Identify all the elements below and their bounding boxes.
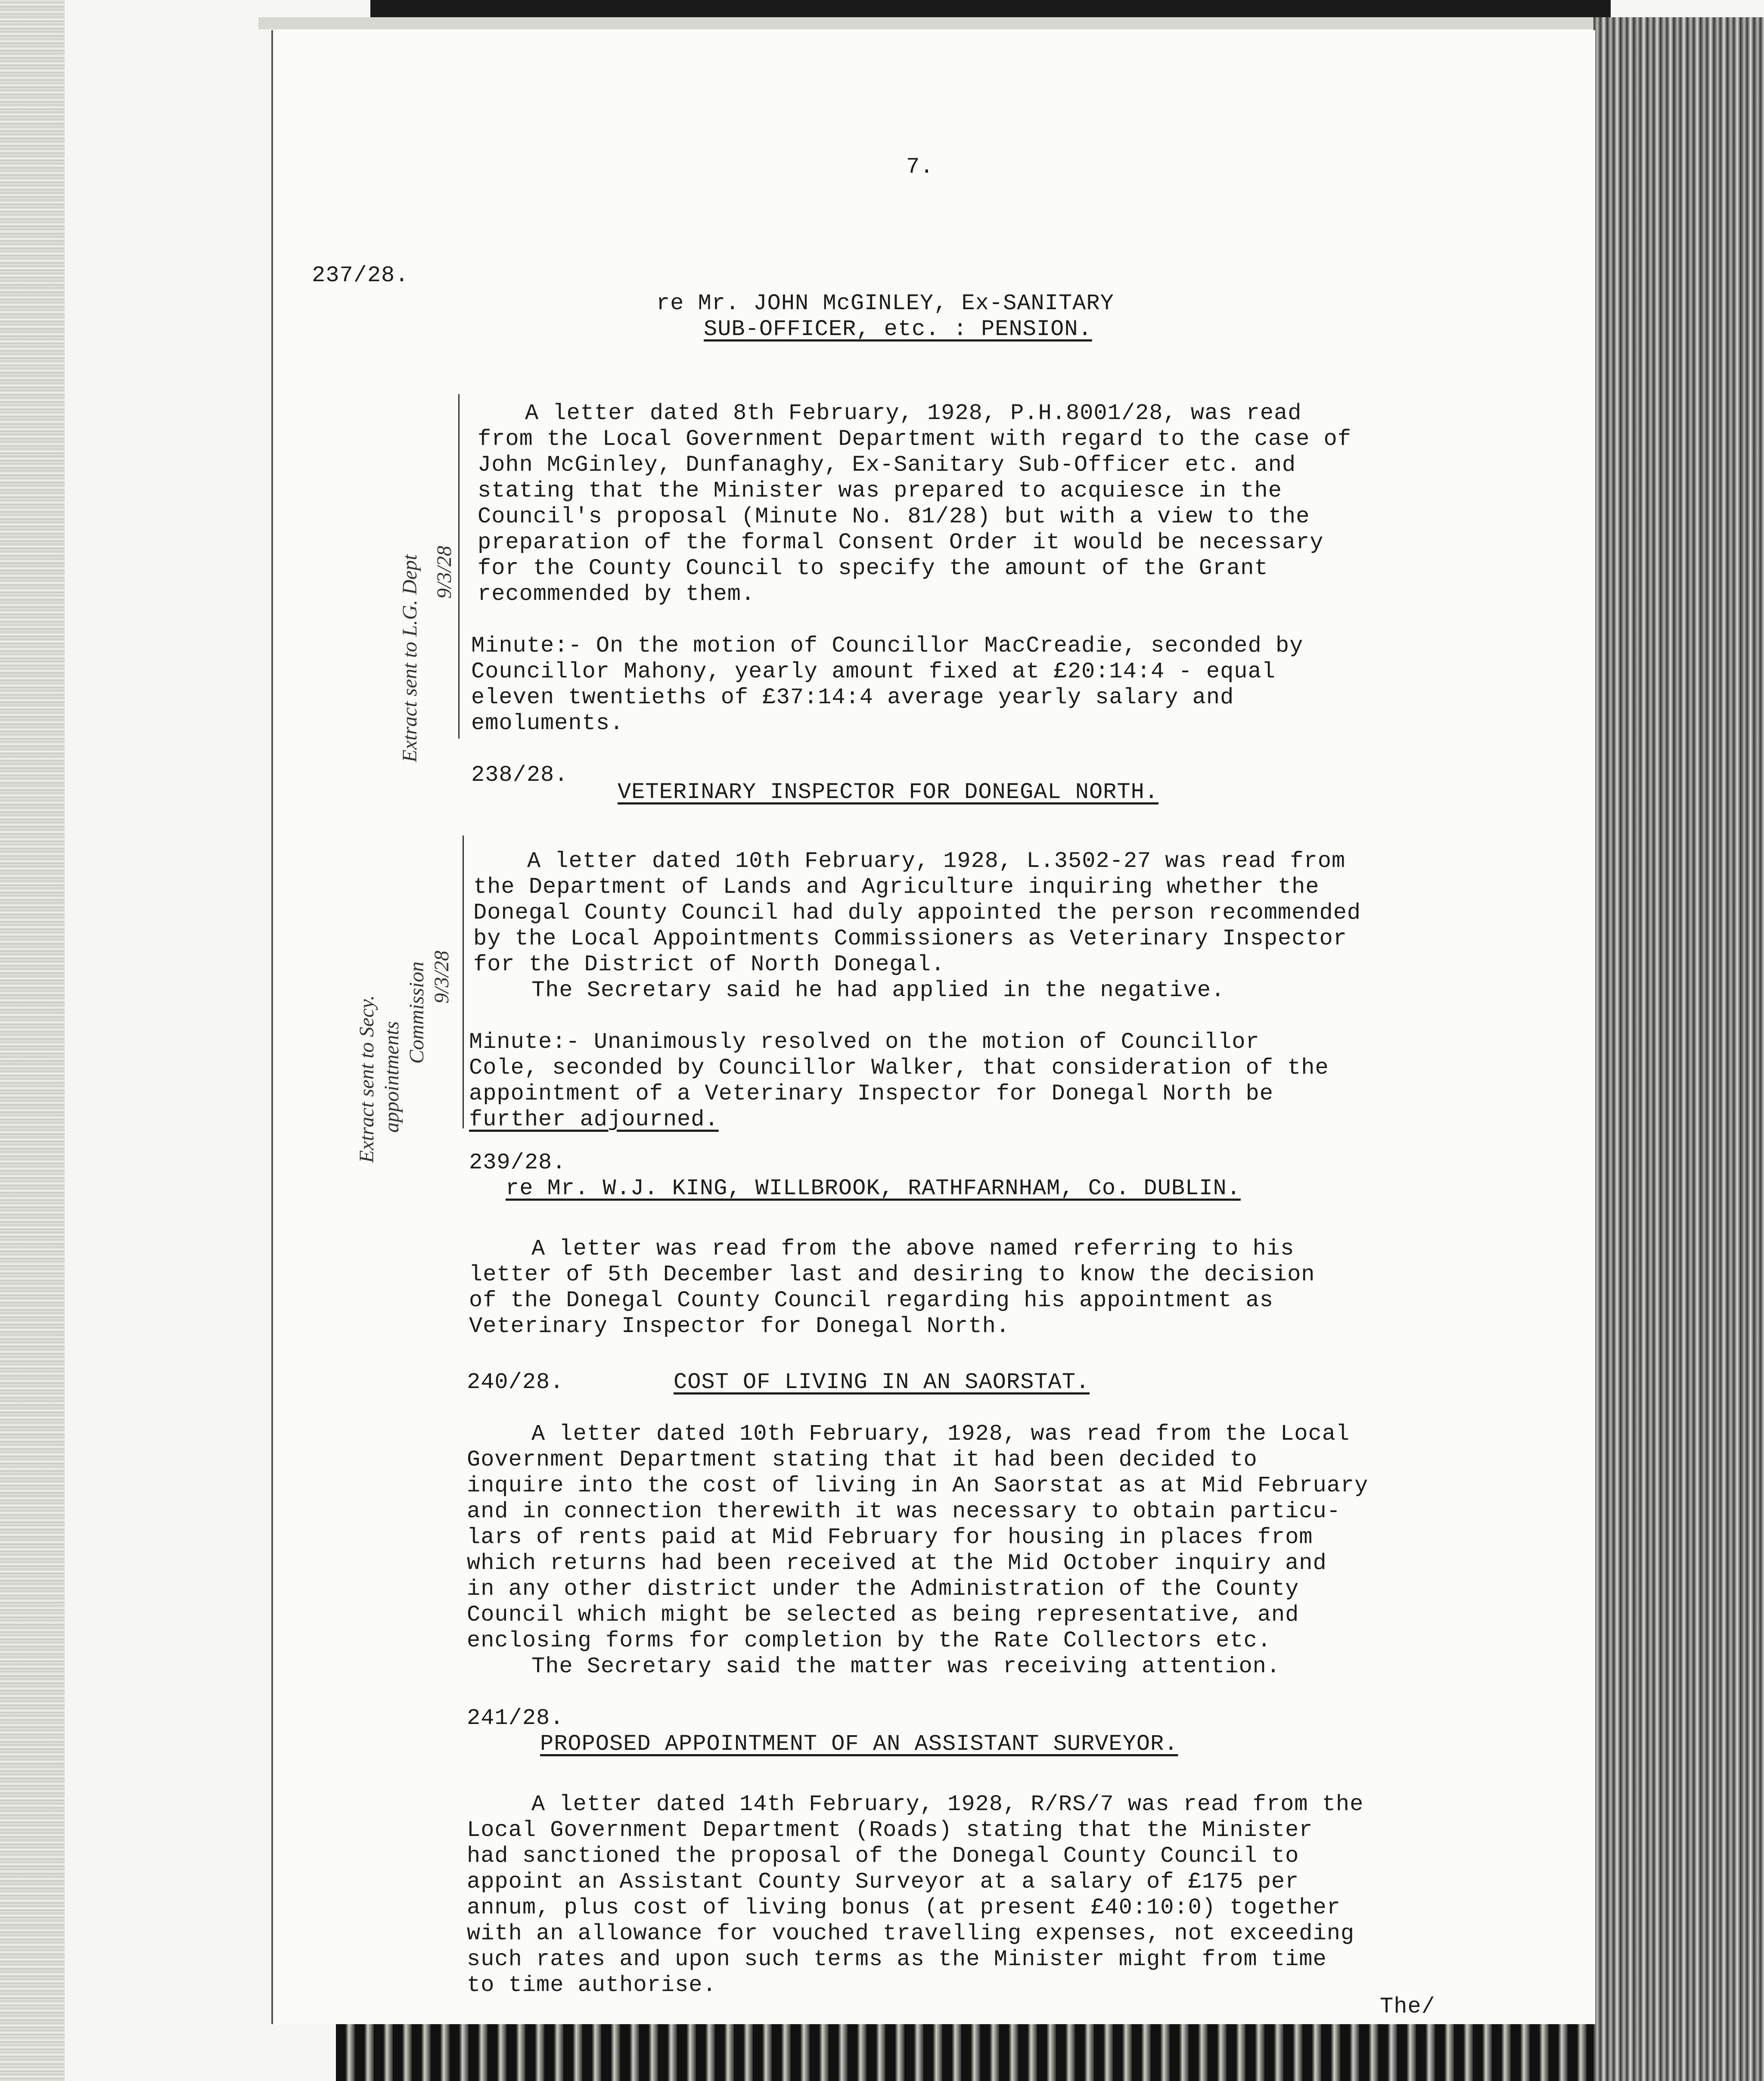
item-240-body-line-8: Council which might be selected as being representative, and — [467, 1602, 1299, 1628]
item-240-body-line-3: inquire into the cost of living in An Saorstat as at Mid February — [467, 1473, 1369, 1498]
item-240-body-line-4: and in connection therewith it was necessary to obtain particu- — [467, 1499, 1341, 1524]
item-237-body-line-3: John McGinley, Dunfanaghy, Ex-Sanitary Sub-Officer etc. and — [478, 452, 1296, 478]
item-238-body-line-1: A letter dated 10th February, 1928, L.3502-27 was read from — [527, 848, 1346, 874]
item-240-body-line-10: The Secretary said the matter was receiving attention. — [531, 1654, 1281, 1679]
page-number: 7. — [906, 154, 934, 180]
item-239-body-line-3: of the Donegal County Council regarding his appointment as — [469, 1288, 1273, 1313]
item-241-body-line-3: had sanctioned the proposal of the Donegal County Council to — [467, 1843, 1299, 1869]
scan-left-edge — [0, 0, 65, 2081]
item-237-body-line-1: A letter dated 8th February, 1928, P.H.8001/28, was read — [525, 401, 1302, 426]
item-240-number: 240/28. — [467, 1370, 564, 1395]
item-237-body-line-5: Council's proposal (Minute No. 81/28) but with a view to the — [478, 504, 1310, 529]
item-238-margin-note-line-2: appointments — [380, 1021, 403, 1133]
item-240-body-line-1: A letter dated 10th February, 1928, was read from the Local — [531, 1421, 1350, 1447]
item-237-heading-line-2: SUB-OFFICER, etc. : PENSION. — [704, 317, 1092, 342]
item-239-heading: re Mr. W.J. KING, WILLBROOK, RATHFARNHAM, Co. DUBLIN. — [506, 1176, 1241, 1201]
item-237-minute-line-4: emoluments. — [471, 711, 624, 736]
catchword: The/ — [1380, 1994, 1435, 2019]
item-237-body-line-2: from the Local Government Department with regard to the case of — [478, 426, 1351, 452]
item-240-heading: COST OF LIVING IN AN SAORSTAT. — [674, 1370, 1090, 1395]
item-238-minute-line-2: Cole, seconded by Councillor Walker, that consideration of the — [469, 1055, 1329, 1081]
item-238-body-line-3: Donegal County Council had duly appointed the person recommended — [473, 900, 1361, 926]
item-241-body-line-7: such rates and upon such terms as the Minister might from time — [467, 1947, 1327, 1972]
item-239-body-line-1: A letter was read from the above named referring to his — [531, 1236, 1295, 1261]
item-238-heading: VETERINARY INSPECTOR FOR DONEGAL NORTH. — [618, 780, 1158, 805]
item-241-body-line-4: appoint an Assistant County Surveyor at a salary of £175 per — [467, 1869, 1299, 1895]
item-241-number: 241/28. — [467, 1705, 564, 1731]
item-238-body-line-2: the Department of Lands and Agriculture inquiring whether the — [473, 874, 1320, 900]
item-241-body-line-6: with an allowance for vouched travelling expenses, not exceeding — [467, 1921, 1355, 1946]
item-238-minute-line-1: Minute:- Unanimously resolved on the motion of Councillor — [469, 1029, 1260, 1055]
item-240-body-line-2: Government Department stating that it had been decided to — [467, 1447, 1258, 1472]
item-238-margin-note-line-1: Extract sent to Secy. — [355, 995, 378, 1163]
item-238-minute-line-4: further adjourned. — [469, 1107, 719, 1132]
item-237-heading-line-1: re Mr. JOHN McGINLEY, Ex-SANITARY — [656, 291, 1114, 316]
item-237-body-line-8: recommended by them. — [478, 581, 755, 607]
item-238-body-line-4: by the Local Appointments Commissioners as Veterinary Inspector — [473, 926, 1347, 951]
item-237-minute-line-3: eleven twentieths of £37:14:4 average yearly salary and — [471, 685, 1234, 710]
item-241-heading: PROPOSED APPOINTMENT OF AN ASSISTANT SURVEYOR. — [540, 1731, 1178, 1757]
item-237-minute-line-2: Councillor Mahony, yearly amount fixed at £20:14:4 - equal — [471, 659, 1276, 684]
scan-bottom-binding — [336, 2024, 1593, 2081]
item-237-margin-rule — [458, 394, 460, 739]
item-237-number: 237/28. — [312, 263, 409, 288]
item-238-margin-note-line-3: Commission — [405, 961, 428, 1064]
document-page — [271, 30, 1595, 2024]
item-238-margin-rule — [463, 836, 464, 1128]
item-238-minute-line-3: appointment of a Veterinary Inspector for Donegal North be — [469, 1081, 1273, 1106]
item-237-body-line-7: for the County Council to specify the amount of the Grant — [478, 556, 1268, 581]
item-239-body-line-4: Veterinary Inspector for Donegal North. — [469, 1314, 1010, 1339]
item-238-body-line-6: The Secretary said he had applied in the negative. — [531, 978, 1225, 1003]
item-237-margin-note-line-2: 9/3/28 — [433, 546, 456, 599]
item-239-body-line-2: letter of 5th December last and desiring to know the decision — [469, 1262, 1315, 1287]
scan-top-shadow — [258, 17, 1611, 29]
item-241-body-line-8: to time authorise. — [467, 1972, 717, 1998]
item-237-body-line-6: preparation of the formal Consent Order it would be necessary — [478, 530, 1324, 555]
item-238-number: 238/28. — [471, 762, 568, 788]
item-238-margin-note-line-4: 9/3/28 — [430, 950, 453, 1003]
item-240-body-line-5: lars of rents paid at Mid February for housing in places from — [467, 1525, 1313, 1550]
item-239-number: 239/28. — [469, 1150, 566, 1175]
item-240-body-line-6: which returns had been received at the Mid October inquiry and — [467, 1550, 1327, 1576]
item-238-body-line-5: for the District of North Donegal. — [473, 952, 945, 977]
item-241-body-line-5: annum, plus cost of living bonus (at present £40:10:0) together — [467, 1895, 1341, 1920]
item-237-body-line-4: stating that the Minister was prepared to acquiesce in the — [478, 478, 1282, 503]
item-241-body-line-1: A letter dated 14th February, 1928, R/RS/7 was read from the — [531, 1792, 1364, 1817]
item-237-minute-line-1: Minute:- On the motion of Councillor MacCreadie, seconded by — [471, 633, 1304, 658]
scan-top-binding — [370, 0, 1611, 17]
item-240-body-line-9: enclosing forms for completion by the Rate Collectors etc. — [467, 1628, 1271, 1653]
scan-right-page-stack — [1593, 17, 1764, 2081]
item-240-body-line-7: in any other district under the Administration of the County — [467, 1576, 1299, 1602]
item-237-margin-note-line-1: Extract sent to L.G. Dept — [398, 554, 421, 762]
item-241-body-line-2: Local Government Department (Roads) stating that the Minister — [467, 1817, 1313, 1843]
